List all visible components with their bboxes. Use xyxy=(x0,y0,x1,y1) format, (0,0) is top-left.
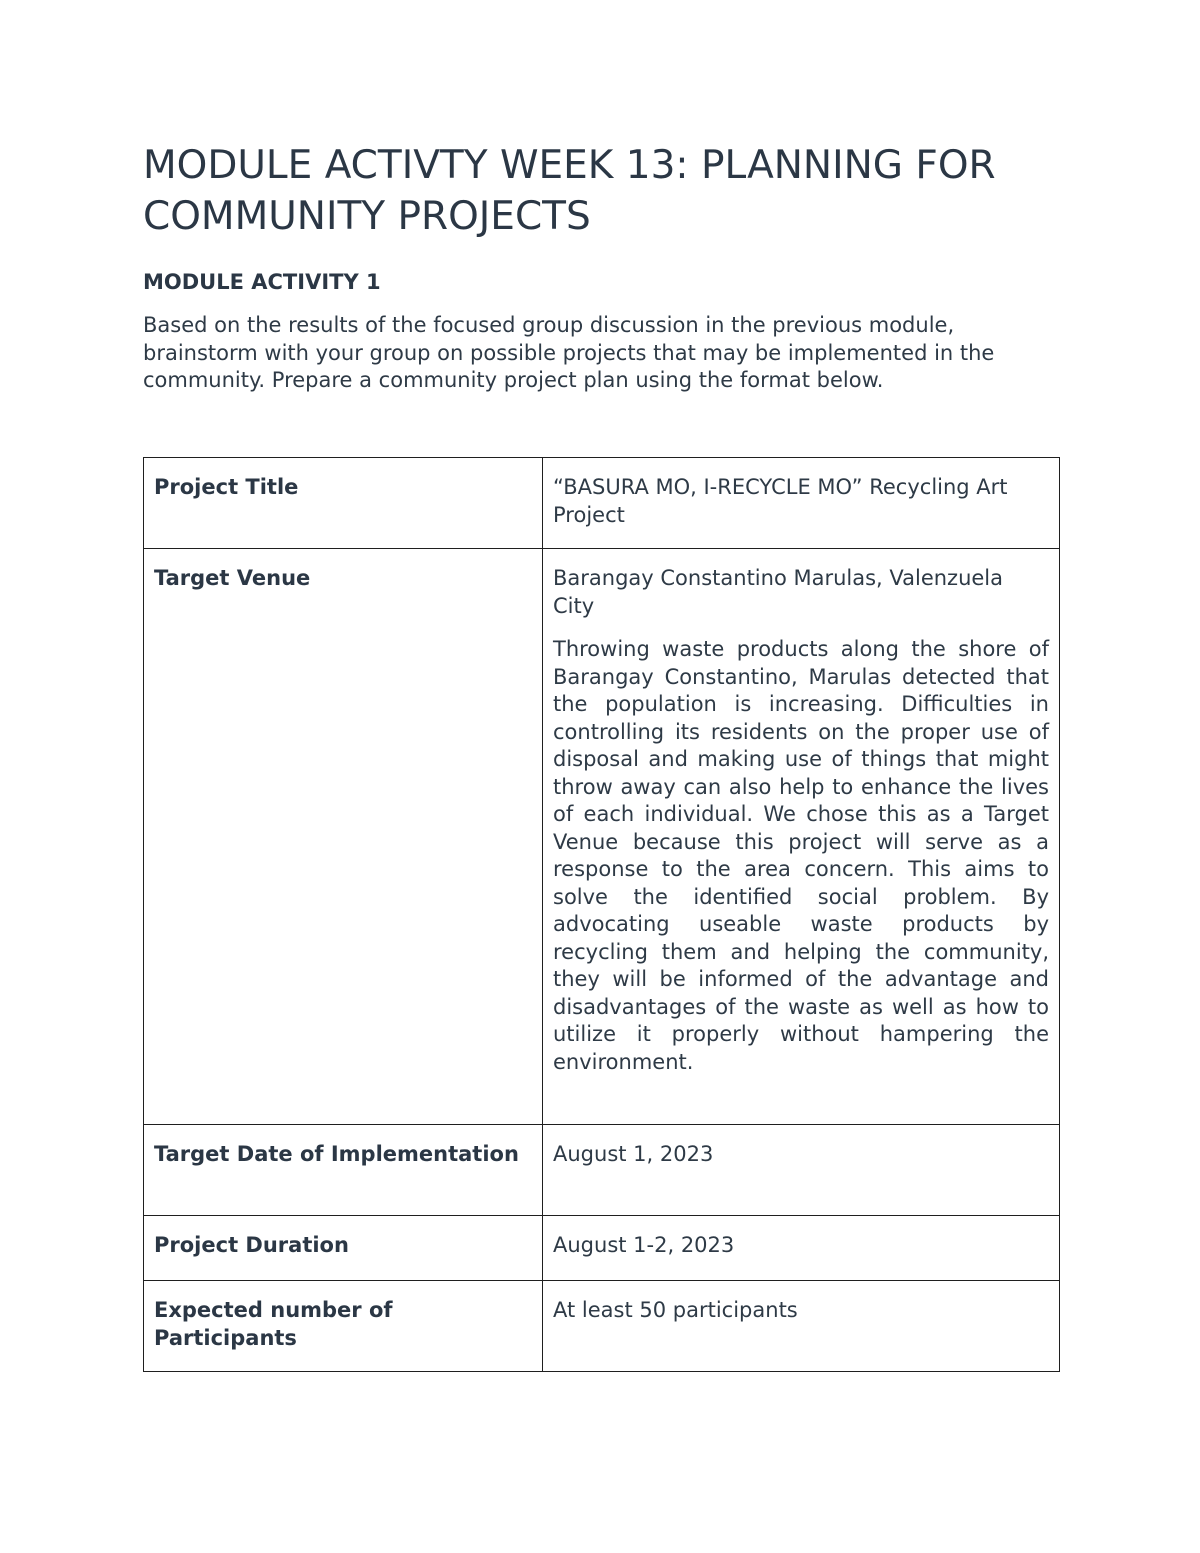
page-title: MODULE ACTIVTY WEEK 13: PLANNING FOR COMMUNITY PROJECTS xyxy=(143,143,996,239)
target-date-value: August 1, 2023 xyxy=(543,1125,1060,1216)
table-row-project-title xyxy=(144,458,1060,549)
target-venue-cell xyxy=(543,549,1060,1125)
table-row-project-duration xyxy=(144,1216,1060,1281)
target-date-label: Target Date of Implementation xyxy=(144,1125,543,1216)
intro-paragraph: Based on the results of the focused group discussion in the previous module, brainstorm with your group on possible projects that may be implemented in the community. Prepare a community project plan using the format below. xyxy=(143,313,995,392)
target-venue-place: Barangay Constantino Marulas, Valenzuela City xyxy=(553,566,1004,618)
section-heading: MODULE ACTIVITY 1 xyxy=(143,270,381,294)
table-row-target-date xyxy=(144,1125,1060,1216)
table-row-expected-participants xyxy=(144,1281,1060,1372)
table-row-target-venue xyxy=(144,549,1060,1125)
expected-participants-label: Expected number of Participants xyxy=(144,1281,543,1372)
target-venue-description: Throwing waste products along the shore of Barangay Constantino, Marulas detected that the population is increasing. Difficulties in controlling its residents on the proper use of disposal and making use of things that might throw away can also help to enhance the lives of each individual. We chose this as a Target Venue because this project will serve as a response to the area concern. This aims to solve the identified social problem. By advocating useable waste products by recycling them and helping the community, they will be informed of the advantage and disadvantages of the waste as well as how to utilize it properly without hampering the environment. xyxy=(553,637,1049,1074)
project-duration-label: Project Duration xyxy=(144,1216,543,1281)
project-plan-table xyxy=(143,457,1060,1372)
project-title-label: Project Title xyxy=(144,458,543,549)
expected-participants-value: At least 50 participants xyxy=(543,1281,1060,1372)
project-duration-value: August 1-2, 2023 xyxy=(543,1216,1060,1281)
project-title-value: “BASURA MO, I-RECYCLE MO” Recycling Art Project xyxy=(543,458,1060,549)
target-venue-label: Target Venue xyxy=(144,549,543,1125)
